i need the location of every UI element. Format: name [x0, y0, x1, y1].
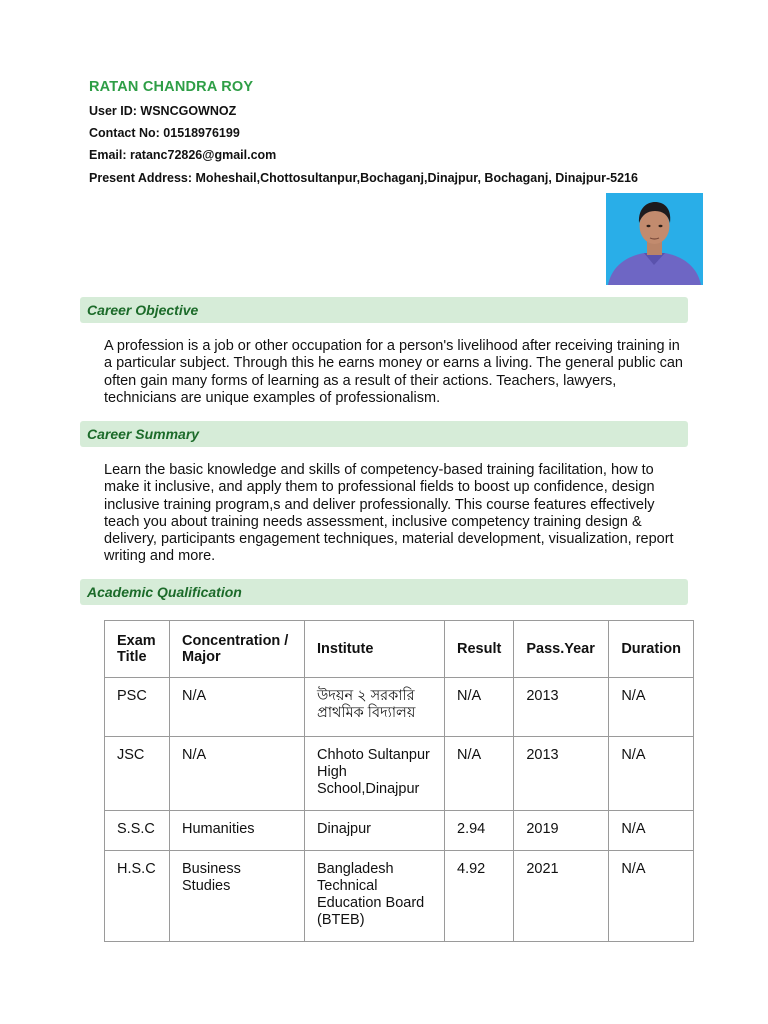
section-title: Career Summary — [87, 426, 200, 442]
table-cell: Business Studies — [170, 851, 305, 942]
contact-number: Contact No: 01518976199 — [89, 126, 240, 140]
table-cell: N/A — [609, 811, 694, 851]
column-header: Concentration / Major — [170, 621, 305, 678]
table-row — [105, 851, 694, 942]
table-cell: Bangladesh Technical Education Board (BTEB) — [305, 851, 445, 942]
table-cell: 2013 — [514, 737, 609, 811]
table-cell: 2019 — [514, 811, 609, 851]
column-header: Pass.Year — [514, 621, 609, 678]
academic-qualification-header — [80, 579, 688, 605]
table-cell: N/A — [609, 851, 694, 942]
academic-table — [104, 620, 694, 942]
table-cell: N/A — [445, 678, 514, 737]
table-cell: N/A — [609, 678, 694, 737]
profile-photo — [606, 193, 703, 285]
user-id: User ID: WSNCGOWNOZ — [89, 104, 237, 118]
table-cell: 2013 — [514, 678, 609, 737]
candidate-name: RATAN CHANDRA ROY — [89, 79, 254, 95]
table-cell: H.S.C — [105, 851, 170, 942]
career-summary-text: Learn the basic knowledge and skills of competency-based training facilitation, how to make it inclusive, and apply them to professional fields to boost up confidence, design inclusive training program,s and deliver professionally. This course features effectively teach you about training needs assessment, inclusive competency training design & delivery, participants engagement techniques, material development, visualization, report writing and more. — [104, 462, 674, 565]
table-row — [105, 811, 694, 851]
table-cell: N/A — [609, 737, 694, 811]
table-cell: N/A — [170, 737, 305, 811]
column-header: Institute — [305, 621, 445, 678]
table-row — [105, 737, 694, 811]
table-cell: 2.94 — [445, 811, 514, 851]
table-cell: N/A — [445, 737, 514, 811]
career-summary-header — [80, 421, 688, 447]
table-header-row — [105, 621, 694, 678]
table-cell: Dinajpur — [305, 811, 445, 851]
table-cell: PSC — [105, 678, 170, 737]
table-cell: উদয়ন ২ সরকারি প্রাথমিক বিদ্যালয় — [305, 678, 445, 737]
column-header: Exam Title — [105, 621, 170, 678]
table-cell: S.S.C — [105, 811, 170, 851]
person-portrait-icon — [606, 193, 703, 285]
career-objective-header — [80, 297, 688, 323]
present-address: Present Address: Moheshail,Chottosultanpur,Bochaganj,Dinajpur, Bochaganj, Dinajpur-5216 — [89, 171, 638, 185]
column-header: Duration — [609, 621, 694, 678]
table-cell: N/A — [170, 678, 305, 737]
section-title: Academic Qualification — [87, 584, 242, 600]
table-cell: JSC — [105, 737, 170, 811]
column-header: Result — [445, 621, 514, 678]
career-objective-text: A profession is a job or other occupation for a person's livelihood after receiving training in a particular subject. Through this he earns money or earns a living. The general public can often gain many forms of learning as a result of their actions. Teachers, lawyers, technicians are unique examples of professionalism. — [104, 338, 683, 406]
email-address: Email: ratanc72826@gmail.com — [89, 148, 277, 162]
table-row — [105, 678, 694, 737]
table-cell: 2021 — [514, 851, 609, 942]
table-cell: Chhoto Sultanpur High School,Dinajpur — [305, 737, 445, 811]
section-title: Career Objective — [87, 302, 199, 318]
table-cell: Humanities — [170, 811, 305, 851]
table-cell: 4.92 — [445, 851, 514, 942]
